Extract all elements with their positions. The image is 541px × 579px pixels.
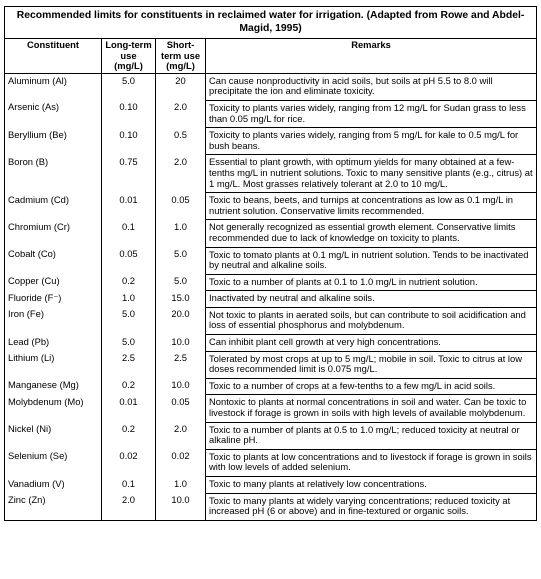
constituent-cell: Aluminum (Al) [5,73,102,100]
header-constituent: Constituent [5,39,102,74]
long-term-cell: 5.0 [102,307,156,334]
table-row [5,351,537,378]
remarks-cell: Toxic to a number of plants at 0.1 to 1.0 mg/L in nutrient solution. [206,274,537,291]
table-row [5,155,537,193]
constituent-cell: Boron (B) [5,155,102,193]
constituent-cell: Manganese (Mg) [5,378,102,395]
long-term-cell: 0.1 [102,220,156,247]
table-row [5,100,537,127]
remarks-cell: Toxic to many plants at widely varying concentrations; reduced toxicity at increased pH (6 or above) and in fine-textured or organic soils. [206,493,537,520]
long-term-cell: 0.75 [102,155,156,193]
table-body [5,73,537,520]
table-row [5,449,537,476]
table-row [5,422,537,449]
constituent-cell: Zinc (Zn) [5,493,102,520]
long-term-cell: 1.0 [102,291,156,308]
constituent-cell: Chromium (Cr) [5,220,102,247]
short-term-cell: 20.0 [156,307,206,334]
remarks-cell: Not toxic to plants in aerated soils, but can contribute to soil acidification and loss of essential phosphorus and molybdenum. [206,307,537,334]
constituent-cell: Nickel (Ni) [5,422,102,449]
short-term-cell: 0.05 [156,193,206,220]
long-term-cell: 5.0 [102,335,156,352]
table-row [5,335,537,352]
short-term-cell: 10.0 [156,493,206,520]
remarks-cell: Can cause nonproductivity in acid soils, but soils at pH 5.5 to 8.0 will precipitate the ion and eliminate toxicity. [206,73,537,100]
remarks-cell: Toxic to a number of plants at 0.5 to 1.0 mg/L; reduced toxicity at neutral or alkaline pH. [206,422,537,449]
limits-table [4,6,537,521]
remarks-cell: Toxic to a number of crops at a few-tenths to a few mg/L in acid soils. [206,378,537,395]
table-title: Recommended limits for constituents in reclaimed water for irrigation. (Adapted from Rowe and Abdel-Magid, 1995) [5,7,537,39]
constituent-cell: Cobalt (Co) [5,247,102,274]
header-long-term: Long-term use (mg/L) [102,39,156,74]
long-term-cell: 0.10 [102,128,156,155]
table-row [5,307,537,334]
remarks-cell: Nontoxic to plants at normal concentrations in soil and water. Can be toxic to livestock if forage is grown in soils with high levels of available molybdenum. [206,395,537,422]
long-term-cell: 2.5 [102,351,156,378]
remarks-cell: Tolerated by most crops at up to 5 mg/L; mobile in soil. Toxic to citrus at low doses recommended limit is 0.075 mg/L. [206,351,537,378]
short-term-cell: 10.0 [156,378,206,395]
long-term-cell: 0.2 [102,274,156,291]
constituent-cell: Molybdenum (Mo) [5,395,102,422]
remarks-cell: Toxic to many plants at relatively low concentrations. [206,477,537,494]
long-term-cell: 2.0 [102,493,156,520]
remarks-cell: Not generally recognized as essential growth element. Conservative limits recommended due to lack of knowledge on toxicity to plants. [206,220,537,247]
short-term-cell: 1.0 [156,220,206,247]
constituent-cell: Beryllium (Be) [5,128,102,155]
table-row [5,193,537,220]
short-term-cell: 1.0 [156,477,206,494]
constituent-cell: Copper (Cu) [5,274,102,291]
remarks-cell: Toxic to tomato plants at 0.1 mg/L in nutrient solution. Tends to be inactivated by neutral and alkaline soils. [206,247,537,274]
short-term-cell: 0.05 [156,395,206,422]
remarks-cell: Essential to plant growth, with optimum yields for many obtained at a few-tenths mg/L in nutrient solutions. Toxic to many sensitive plants (e.g., citrus) at 1 mg/L. Most grasses relatively tolerant at 2.0 to 10 mg/L. [206,155,537,193]
short-term-cell: 2.5 [156,351,206,378]
constituent-cell: Lead (Pb) [5,335,102,352]
remarks-cell: Toxic to beans, beets, and turnips at concentrations as low as 0.1 mg/L in nutrient solution. Conservative limits recommended. [206,193,537,220]
short-term-cell: 5.0 [156,247,206,274]
long-term-cell: 5.0 [102,73,156,100]
constituent-cell: Selenium (Se) [5,449,102,476]
remarks-cell: Can inhibit plant cell growth at very high concentrations. [206,335,537,352]
short-term-cell: 15.0 [156,291,206,308]
long-term-cell: 0.1 [102,477,156,494]
table-row [5,493,537,520]
long-term-cell: 0.10 [102,100,156,127]
table-row [5,378,537,395]
short-term-cell: 20 [156,73,206,100]
remarks-cell: Inactivated by neutral and alkaline soils. [206,291,537,308]
remarks-cell: Toxic to plants at low concentrations and to livestock if forage is grown in soils with low levels of added selenium. [206,449,537,476]
constituent-cell: Cadmium (Cd) [5,193,102,220]
header-remarks: Remarks [206,39,537,74]
long-term-cell: 0.2 [102,378,156,395]
short-term-cell: 0.02 [156,449,206,476]
table-row [5,395,537,422]
table-row [5,247,537,274]
short-term-cell: 10.0 [156,335,206,352]
short-term-cell: 2.0 [156,422,206,449]
header-short-term: Short-term use (mg/L) [156,39,206,74]
constituent-cell: Lithium (Li) [5,351,102,378]
table-row [5,220,537,247]
short-term-cell: 0.5 [156,128,206,155]
short-term-cell: 5.0 [156,274,206,291]
table-row [5,274,537,291]
long-term-cell: 0.2 [102,422,156,449]
remarks-cell: Toxicity to plants varies widely, ranging from 5 mg/L for kale to 0.5 mg/L for bush beans. [206,128,537,155]
short-term-cell: 2.0 [156,155,206,193]
long-term-cell: 0.05 [102,247,156,274]
limits-table-container [4,6,536,521]
table-row [5,73,537,100]
long-term-cell: 0.01 [102,193,156,220]
remarks-cell: Toxicity to plants varies widely, ranging from 12 mg/L for Sudan grass to less than 0.05 mg/L for rice. [206,100,537,127]
constituent-cell: Vanadium (V) [5,477,102,494]
long-term-cell: 0.02 [102,449,156,476]
table-row [5,128,537,155]
constituent-cell: Fluoride (F⁻) [5,291,102,308]
long-term-cell: 0.01 [102,395,156,422]
header-row [5,39,537,74]
constituent-cell: Arsenic (As) [5,100,102,127]
constituent-cell: Iron (Fe) [5,307,102,334]
table-row [5,291,537,308]
table-row [5,477,537,494]
short-term-cell: 2.0 [156,100,206,127]
